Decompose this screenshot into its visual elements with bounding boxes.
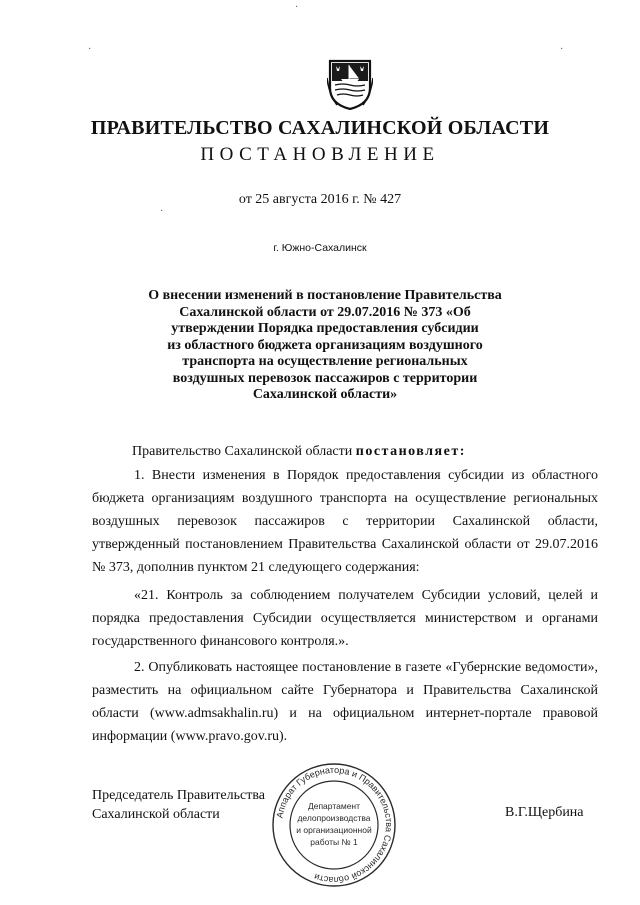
document-subject — [130, 288, 520, 404]
city: г. Южно-Сахалинск — [273, 242, 367, 254]
subject-line: воздушных перевозок пассажиров с территории — [172, 370, 478, 386]
signer-name: В.Г.Щербина — [505, 805, 584, 820]
subject-line: О внесении изменений в постановление Правительства — [148, 288, 502, 303]
stamp-center-line: делопроизводства — [297, 813, 371, 823]
intro-line — [132, 440, 552, 463]
org-title: ПРАВИТЕЛЬСТВО САХАЛИНСКОЙ ОБЛАСТИ — [90, 117, 550, 139]
subject-line: Сахалинской области от 29.07.2016 № 373 «Об — [179, 304, 471, 320]
subject-line: из областного бюджета организациям воздушного — [167, 337, 483, 353]
intro-text: Правительство Сахалинской области — [132, 444, 356, 459]
scan-speck: · — [160, 206, 164, 217]
date-and-number: от 25 августа 2016 г. № 427 — [238, 192, 402, 207]
paragraph-2: 2. Опубликовать настоящее постановление в газете «Губернские ведомости», разместить на официальном сайте Губернатора и Правительства Сахалинской области (www.admsakhalin.ru) и на официальном интернет-портале правовой информации (www.pravo.gov.ru). — [92, 660, 598, 744]
paragraph-1: 1. Внести изменения в Порядок предоставления субсидии из областного бюджета организациям воздушного транспорта на осуществление региональных воздушных перевозок пассажиров с территории Сахалинской области, утвержденный постановлением Правительства Сахалинской области от 29.07.2016 № 373, дополнив пунктом 21 следующего содержания: — [92, 468, 598, 575]
scan-speck: · — [88, 44, 92, 55]
stamp-ring-text: Аппарат Губернатора и Правительства Сахалинской области — [274, 764, 395, 886]
subject-line: Сахалинской области» — [252, 387, 398, 402]
coat-of-arms-icon — [327, 58, 373, 110]
subject-line: утверждении Порядка предоставления субсидии — [171, 321, 479, 336]
scan-speck: · — [295, 2, 299, 13]
paragraph-quote-21: «21. Контроль за соблюдением получателем Субсидии условий, целей и порядка предоставления Субсидии осуществляется министерством и органами государственного финансового контроля.». — [92, 588, 598, 649]
official-stamp — [271, 762, 397, 888]
signer-title-line: Председатель Правительства — [92, 788, 265, 803]
subject-line: транспорта на осуществление региональных — [182, 354, 468, 369]
stamp-center-line: Департамент — [307, 801, 361, 811]
intro-decree-word: постановляет: — [355, 444, 466, 459]
stamp-center-line: и организационной — [296, 825, 372, 835]
scan-speck: · — [560, 44, 564, 55]
signer-title-line: Сахалинской области — [92, 807, 220, 822]
document-type: ПОСТАНОВЛЕНИЕ — [200, 144, 440, 165]
stamp-center-line: работы № 1 — [310, 837, 358, 847]
